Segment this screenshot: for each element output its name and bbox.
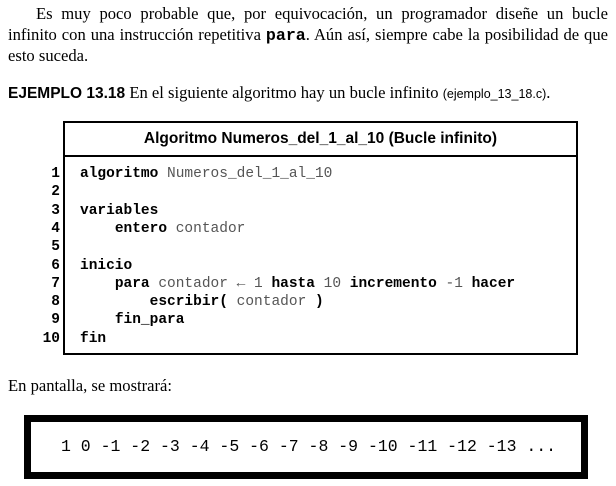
code-keyword: algoritmo [80,166,159,182]
code-keyword: para [114,275,150,292]
line-number: 8 [51,294,60,311]
screen-label: En pantalla, se mostrará: [8,376,173,395]
code-keyword: ) [314,294,324,311]
code-line [80,257,132,275]
line-number: 6 [51,257,60,274]
code-keyword: fin_para [114,312,185,329]
code-indent [80,221,115,237]
code-line [80,220,245,238]
code-keyword: hacer [471,275,516,292]
code-identifier: contador [227,294,315,311]
line-number: 4 [51,220,60,237]
line-number: 10 [42,330,60,347]
code-indent [80,312,115,328]
output-box [24,415,588,479]
intro-text-after: . Aún así, siempre cabe la posibilidad de que esto suceda. [8,24,609,65]
code-indent [80,294,150,310]
line-number: 2 [51,184,60,201]
code-line [80,330,106,348]
line-number: 7 [51,275,60,292]
code-identifier: contador [167,220,246,237]
example-file-name: (ejemplo_13_18.c) [442,87,547,101]
code-keyword: incremento [349,275,437,292]
intro-keyword: para [265,25,306,45]
code-identifier: contador ← 1 [149,275,272,292]
code-line [80,202,158,220]
code-line [80,165,332,183]
line-number: 3 [51,202,60,219]
example-label: EJEMPLO 13.18 [8,85,126,102]
code-identifier: 10 [314,275,350,292]
line-number: 5 [51,239,60,256]
code-keyword: entero [114,220,168,237]
intro-paragraph [8,4,608,67]
output-text: 1 0 -1 -2 -3 -4 -5 -6 -7 -8 -9 -10 -11 -12 -13 ... [61,437,557,456]
example-heading [8,83,550,104]
code-identifier: -1 [436,275,472,292]
line-number: 1 [51,166,60,182]
code-line [80,293,324,311]
intro-text-before: Es muy poco probable que, por equivocación, un programador diseñe un bucle infinito con una instrucción repetitiva [8,4,608,44]
example-end: . [546,83,551,102]
code-keyword: escribir( [149,294,228,311]
algorithm-title: Algoritmo Numeros_del_1_al_10 (Bucle infinito) [65,123,576,157]
line-number: 9 [51,312,60,329]
example-text: En el siguiente algoritmo hay un bucle infinito [125,83,443,102]
code-line [80,275,515,293]
code-keyword: inicio [80,257,133,274]
code-keyword: fin [80,330,107,347]
code-keyword: variables [80,202,159,219]
code-identifier: Numeros_del_1_al_10 [158,166,333,182]
code-keyword: hasta [271,275,315,292]
code-line [80,311,184,329]
code-indent [80,276,115,292]
